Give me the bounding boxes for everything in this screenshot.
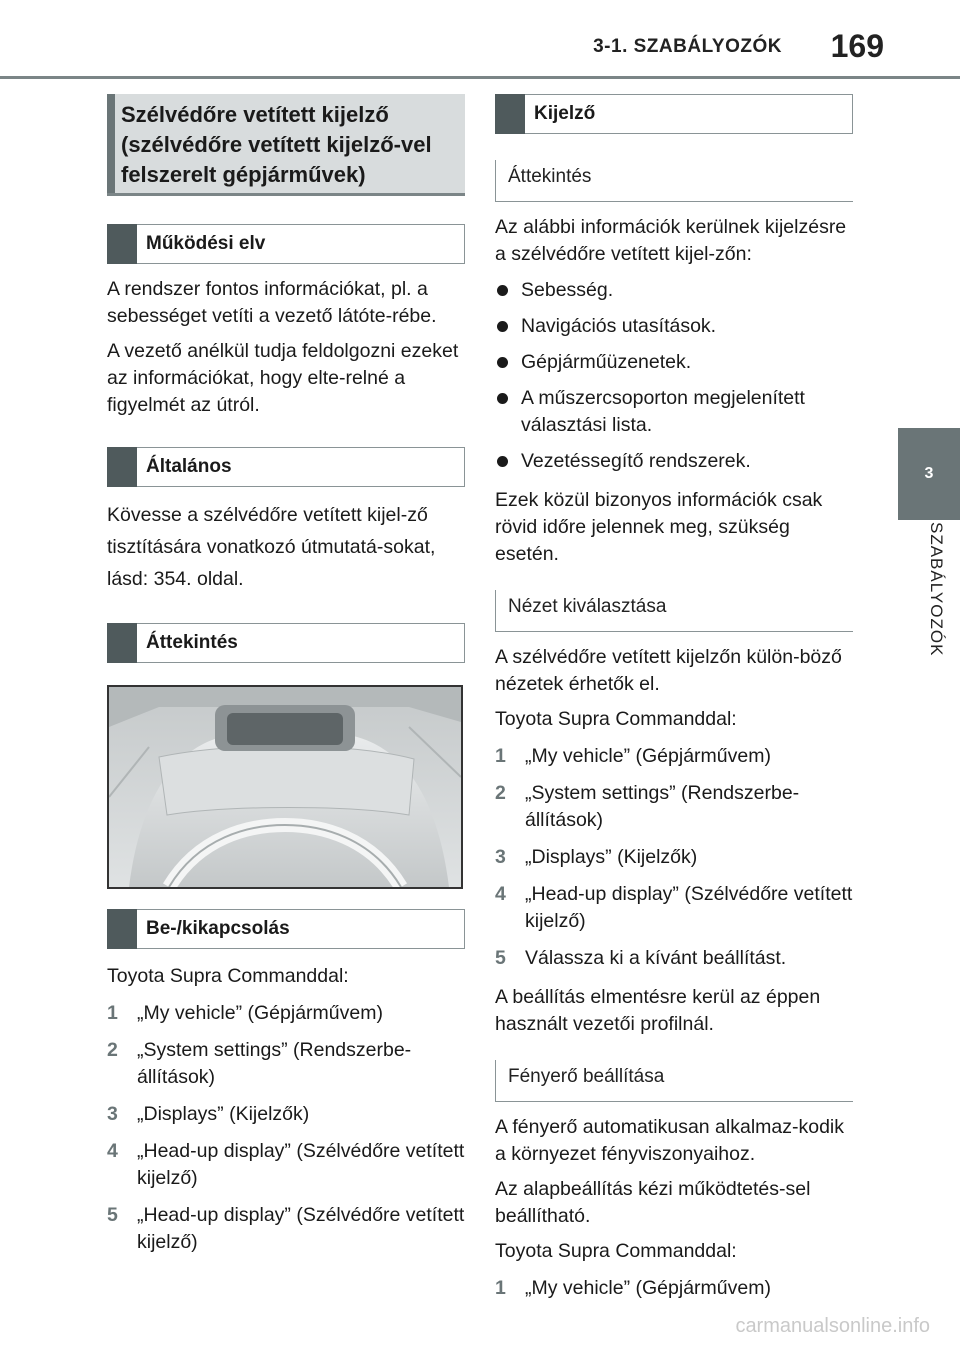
heading-label: Be-/kikapcsolás	[146, 918, 290, 939]
step-number: 1	[495, 745, 506, 767]
subheading-nezet-kivalasztasa	[495, 590, 853, 632]
bullet-dot	[497, 456, 508, 467]
bullet-dot	[497, 357, 508, 368]
step-text: „System settings” (Rendszerbe-állítások)	[525, 782, 800, 831]
step-text: „System settings” (Rendszerbe-állítások)	[137, 1039, 412, 1088]
subheading-label: Áttekintés	[508, 166, 592, 187]
heading-bar	[107, 447, 137, 487]
step-text: „My vehicle” (Gépjárművem)	[525, 1277, 771, 1299]
heading-altalanos	[107, 447, 465, 487]
paragraph: Toyota Supra Commanddal:	[107, 965, 349, 987]
paragraph: A szélvédőre vetített kijelzőn külön-böző nézetek érhetők el.	[495, 646, 842, 695]
chapter-number: 3	[924, 465, 934, 482]
paragraph: A fényerő automatikusan alkalmaz-kodik a környezet fényviszonyaihoz.	[495, 1116, 845, 1165]
bullet-item	[495, 277, 853, 304]
page-number: 169	[830, 28, 884, 64]
step	[495, 945, 853, 972]
heading-kijelzo	[495, 94, 853, 134]
paragraph: Az alapbeállítás kézi működtetés-sel beállítható.	[495, 1178, 811, 1227]
hud-figure	[107, 685, 463, 889]
step	[107, 1000, 465, 1027]
left-column	[107, 94, 465, 1256]
heading-attekintes	[107, 623, 465, 663]
step-text: „Displays” (Kijelzők)	[137, 1103, 310, 1125]
bullet-dot	[497, 321, 508, 332]
step	[495, 881, 853, 935]
bullet-text: A műszercsoporton megjelenített választási lista.	[521, 387, 805, 436]
step-text: „My vehicle” (Gépjárművem)	[137, 1002, 383, 1024]
heading-label: Működési elv	[146, 233, 266, 254]
bullet-text: Vezetéssegítő rendszerek.	[521, 450, 751, 472]
bullet-item	[495, 448, 853, 475]
paragraph: Az alábbi információk kerülnek kijelzésre a szélvédőre vetített kijel-zőn:	[495, 216, 847, 265]
header-rule	[0, 76, 960, 79]
heading-label: Kijelző	[534, 103, 596, 124]
heading-be-kikapcsolas	[107, 909, 465, 949]
heading-bar	[495, 94, 525, 134]
step	[107, 1101, 465, 1128]
step-text: „Displays” (Kijelzők)	[525, 846, 698, 868]
bullet-text: Gépjárműüzenetek.	[521, 351, 692, 373]
bullet-item	[495, 385, 853, 439]
heading-label: Áttekintés	[146, 632, 238, 653]
section-title-box	[107, 94, 465, 196]
step	[107, 1037, 465, 1091]
paragraph: A vezető anélkül tudja feldolgozni ezeket az információkat, hogy elte-relné a figyelmét az útról.	[107, 340, 459, 416]
heading-label: Általános	[146, 456, 232, 477]
step-number: 5	[107, 1204, 118, 1226]
heading-bar	[107, 909, 137, 949]
paragraph: A beállítás elmentésre kerül az éppen használt vezetői profilnál.	[495, 986, 821, 1035]
step-number: 2	[107, 1039, 118, 1061]
bullet-dot	[497, 285, 508, 296]
section-bar	[107, 94, 115, 193]
bullet-dot	[497, 393, 508, 404]
section-title: Szélvédőre vetített kijelző (szélvédőre vetített kijelző-vel felszerelt gépjárművek)	[121, 102, 432, 187]
step	[107, 1138, 465, 1192]
bullet-text: Sebesség.	[521, 279, 614, 301]
step-number: 1	[107, 1002, 118, 1024]
step-number: 3	[107, 1103, 118, 1125]
subheading-label: Fényerő beállítása	[508, 1066, 665, 1087]
chapter-tab[interactable]	[898, 428, 960, 520]
bullet-item	[495, 313, 853, 340]
step-number: 1	[495, 1277, 506, 1299]
paragraph: Toyota Supra Commanddal:	[495, 1240, 737, 1262]
step	[495, 844, 853, 871]
subheading-fenyero-beallitasa	[495, 1060, 853, 1102]
paragraph: A rendszer fontos információkat, pl. a sebességet vetíti a vezető látóte-rébe.	[107, 278, 437, 327]
heading-mukodesi-elv	[107, 224, 465, 264]
step-number: 5	[495, 947, 506, 969]
step	[495, 1275, 853, 1302]
right-column	[495, 94, 853, 1302]
chapter-name: SZABÁLYOZÓK	[927, 522, 946, 657]
step-number: 4	[107, 1140, 118, 1162]
heading-bar	[107, 224, 137, 264]
step	[107, 1202, 465, 1256]
step-number: 2	[495, 782, 506, 804]
step	[495, 743, 853, 770]
header-section-title: 3-1. SZABÁLYOZÓK	[593, 36, 782, 57]
watermark[interactable]: carmanualsonline.info	[735, 1315, 930, 1337]
bullet-item	[495, 349, 853, 376]
step-number: 3	[495, 846, 506, 868]
heading-bar	[107, 623, 137, 663]
paragraph: Ezek közül bizonyos információk csak rövid időre jelennek meg, szükség esetén.	[495, 489, 823, 565]
step-text: Válassza ki a kívánt beállítást.	[525, 947, 787, 969]
step	[495, 780, 853, 834]
step-text: „Head-up display” (Szélvédőre vetített kijelző)	[137, 1204, 465, 1253]
hud-dashboard-illustration	[109, 687, 461, 887]
bullet-text: Navigációs utasítások.	[521, 315, 717, 337]
subheading-label: Nézet kiválasztása	[508, 596, 667, 617]
step-number: 4	[495, 883, 506, 905]
paragraph: Toyota Supra Commanddal:	[495, 708, 737, 730]
step-text: „Head-up display” (Szélvédőre vetített kijelző)	[525, 883, 853, 932]
step-text: „My vehicle” (Gépjárművem)	[525, 745, 771, 767]
paragraph: Kövesse a szélvédőre vetített kijel-ző tisztítására vonatkozó útmutatá-sokat, lásd: 354. oldal.	[107, 504, 436, 590]
step-text: „Head-up display” (Szélvédőre vetített kijelző)	[137, 1140, 465, 1189]
subheading-attekintes	[495, 160, 853, 202]
